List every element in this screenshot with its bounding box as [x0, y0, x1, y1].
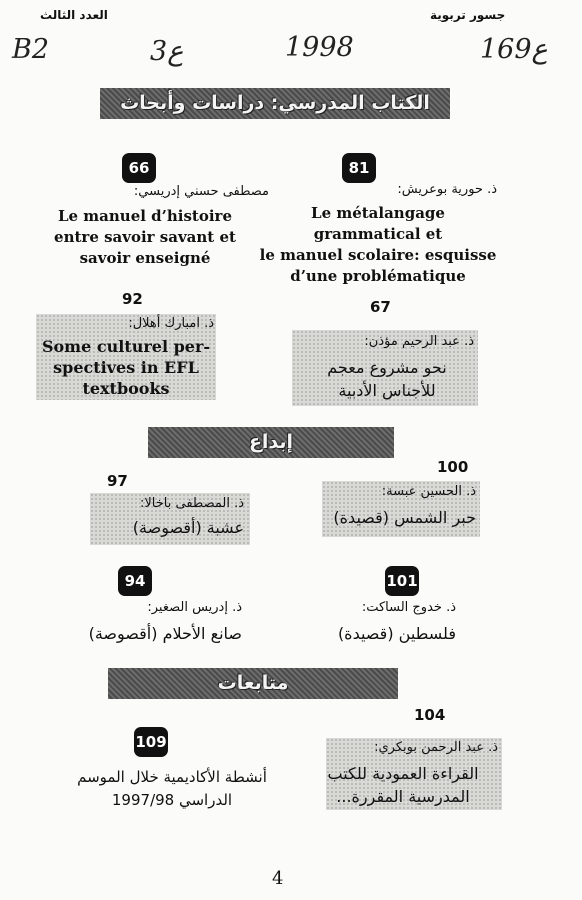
title-e109-line2: الدراسي 1997/98 — [111, 791, 233, 809]
author-e104: ذ. عبد الرحمن بوبكري: — [374, 740, 498, 755]
title-e100: حبر الشمس (قصيدة) — [333, 508, 476, 527]
title-e66-line1: Le manuel d’histoire — [57, 207, 233, 225]
journal-title: جسور تربوية — [430, 8, 506, 22]
title-e67-line1: نحو مشروع معجم — [327, 358, 447, 377]
page-number-footer: 4 — [272, 868, 284, 889]
section-banner-textbook: الكتاب المدرسي: دراسات وأبحاث — [100, 88, 450, 119]
title-e92-line2: spectives in EFL — [53, 358, 199, 377]
page-badge-109: 109 — [134, 727, 168, 757]
handwritten-note-b2: B2 — [12, 34, 50, 65]
title-e66-line3: savoir enseigné — [79, 249, 211, 267]
author-e97: ذ. المصطفى باخالا: — [140, 496, 244, 511]
author-e100: ذ. الحسين عبسة: — [381, 484, 476, 499]
section-banner-follow-ups: متابعات — [108, 668, 398, 699]
title-e104-line1: القراءة العمودية للكتب — [327, 764, 479, 783]
page-badge-66: 66 — [122, 153, 156, 183]
handwritten-note-3: 3ع — [150, 36, 184, 67]
title-e66 — [30, 206, 260, 269]
title-e104-line2: المدرسية المقررة... — [336, 787, 470, 806]
title-e109 — [52, 766, 292, 812]
title-e66-line2: entre savoir savant et — [54, 228, 236, 246]
title-e81-line1: Le métalangage grammatical et — [311, 204, 445, 243]
page-number-104: 104 — [414, 706, 446, 724]
page-number-100: 100 — [437, 458, 469, 476]
title-e67 — [302, 356, 472, 402]
title-e94: صانع الأحلام (أقصوصة) — [88, 624, 242, 643]
title-e81 — [258, 203, 498, 287]
title-e81-line3: d’une problématique — [290, 267, 466, 285]
page-badge-101: 101 — [385, 566, 419, 596]
handwritten-note-169: 169ع — [480, 34, 548, 65]
author-e101: ذ. خدوج الساكت: — [361, 600, 456, 615]
page-number-97: 97 — [107, 472, 128, 490]
section-banner-creation: إبداع — [148, 427, 394, 458]
issue-label: العدد الثالث — [40, 8, 108, 22]
author-e94: ذ. إدريس الصغير: — [147, 600, 242, 615]
author-e67: ذ. عبد الرحيم مؤذن: — [364, 334, 474, 349]
title-e109-line1: أنشطة الأكاديمية خلال الموسم — [77, 768, 267, 786]
author-e92: ذ. امبارك أهلال: — [128, 316, 214, 331]
title-e101: فلسطين (قصيدة) — [337, 624, 456, 643]
page-badge-81: 81 — [342, 153, 376, 183]
title-e104 — [318, 762, 488, 808]
title-e67-line2: للأجناس الأدبية — [338, 381, 436, 400]
handwritten-year: 1998 — [285, 32, 354, 63]
page-number-92: 92 — [122, 290, 143, 308]
page-number-67: 67 — [370, 298, 391, 316]
title-e92-line3: textbooks — [82, 379, 170, 398]
title-e92 — [40, 336, 212, 399]
author-e66: مصطفى حسني إدريسي: — [133, 184, 269, 199]
page-badge-94: 94 — [118, 566, 152, 596]
title-e97: عشبة (أقصوصة) — [132, 518, 244, 537]
title-e92-line1: Some culturel per- — [41, 337, 211, 356]
author-e81: ذ. حورية بوعريش: — [397, 182, 497, 197]
title-e81-line2: le manuel scolaire: esquisse — [259, 246, 497, 264]
